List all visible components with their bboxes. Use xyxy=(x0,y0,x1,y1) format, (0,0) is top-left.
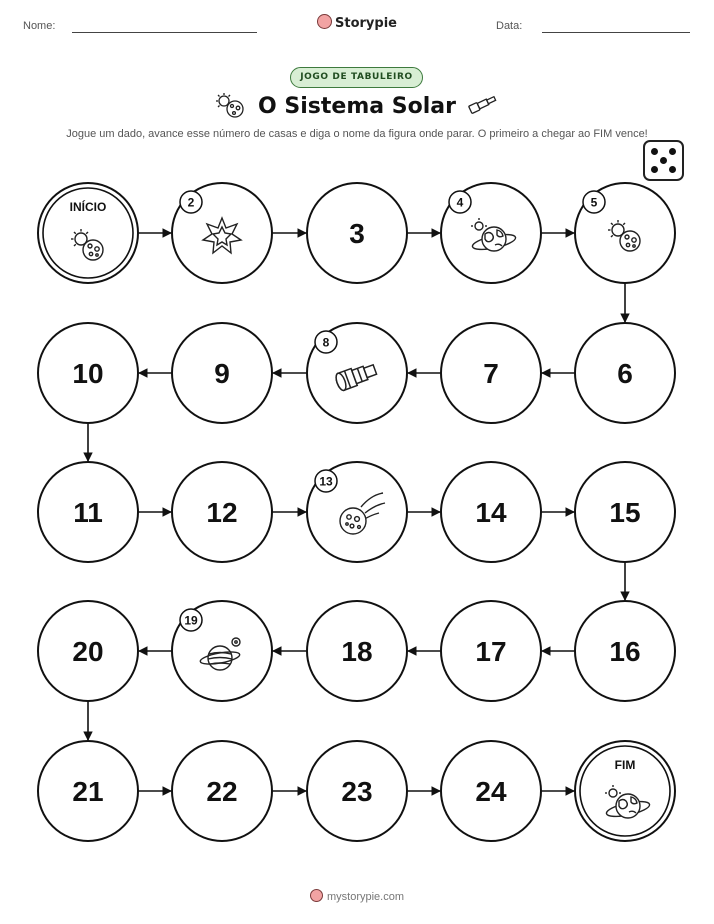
game-type-badge: JOGO DE TABULEIRO xyxy=(290,67,423,88)
board-space-14 xyxy=(441,462,541,562)
space-circle xyxy=(38,183,138,283)
space-number: 9 xyxy=(214,358,230,389)
board-space-2 xyxy=(172,183,272,283)
space-number: 7 xyxy=(483,358,499,389)
board-space-15 xyxy=(575,462,675,562)
space-number: 3 xyxy=(349,218,365,249)
space-number: 13 xyxy=(319,474,333,489)
space-number: 12 xyxy=(206,497,238,528)
space-number: 14 xyxy=(475,497,507,528)
board-space-7 xyxy=(441,323,541,423)
space-number: 18 xyxy=(341,636,373,667)
board-space-4 xyxy=(441,183,541,283)
space-label: INÍCIO xyxy=(69,200,107,214)
board-space-22 xyxy=(172,741,272,841)
page-title: O Sistema Solar xyxy=(258,94,456,119)
board-space-21 xyxy=(38,741,138,841)
board-space-5 xyxy=(575,183,675,283)
board-space-finish xyxy=(575,741,675,841)
footer-url[interactable]: mystorypie.com xyxy=(326,891,405,903)
board-space-9 xyxy=(172,323,272,423)
space-number: 22 xyxy=(206,776,238,807)
space-number: 17 xyxy=(475,636,507,667)
brand-name: Storypie xyxy=(335,16,397,31)
board-space-18 xyxy=(307,601,407,701)
board-space-start xyxy=(38,183,138,283)
board-space-20 xyxy=(38,601,138,701)
board-space-23 xyxy=(307,741,407,841)
board-space-8 xyxy=(307,323,407,423)
space-number: 21 xyxy=(72,776,104,807)
board-space-12 xyxy=(172,462,272,562)
board-space-6 xyxy=(575,323,675,423)
space-number: 20 xyxy=(72,636,104,667)
board-space-3 xyxy=(307,183,407,283)
space-number: 19 xyxy=(184,613,198,628)
board-space-10 xyxy=(38,323,138,423)
space-number: 5 xyxy=(590,195,598,210)
space-number: 16 xyxy=(609,636,641,667)
space-number: 4 xyxy=(456,195,464,210)
space-number: 11 xyxy=(73,497,103,528)
instructions: Jogue um dado, avance esse número de casas e diga o nome da figura onde parar. O primeiro a chegar ao FIM vence! xyxy=(66,128,648,140)
date-label: Data: xyxy=(496,20,523,32)
board-space-13 xyxy=(307,462,407,562)
space-number: 15 xyxy=(609,497,641,528)
board-space-19 xyxy=(172,601,272,701)
space-number: 6 xyxy=(617,358,633,389)
space-circle xyxy=(575,741,675,841)
space-number: 8 xyxy=(322,335,330,350)
footer xyxy=(0,889,714,903)
board-spaces xyxy=(38,183,675,841)
space-number: 2 xyxy=(187,195,195,210)
space-number: 24 xyxy=(475,776,507,807)
bear-icon xyxy=(310,889,323,902)
space-label: FIM xyxy=(614,758,636,772)
name-label: Nome: xyxy=(23,20,56,32)
board-space-11 xyxy=(38,462,138,562)
board-space-17 xyxy=(441,601,541,701)
board-space-24 xyxy=(441,741,541,841)
space-number: 23 xyxy=(341,776,373,807)
space-number: 10 xyxy=(72,358,104,389)
board-space-16 xyxy=(575,601,675,701)
